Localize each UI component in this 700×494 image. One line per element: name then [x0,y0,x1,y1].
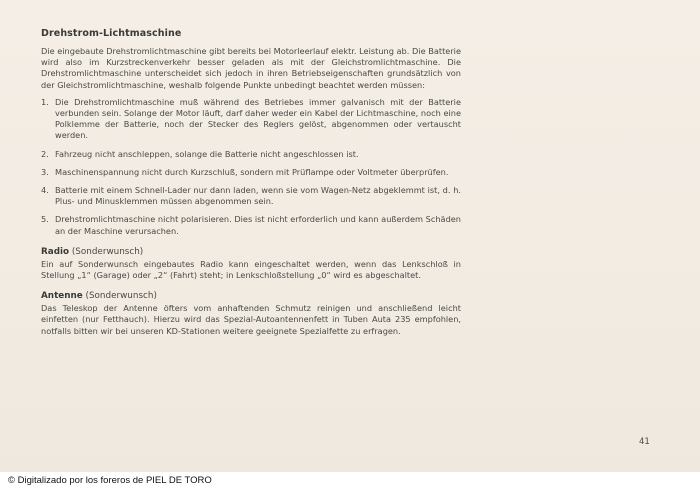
list-item [41,149,461,160]
list-item-number: 2. [41,148,49,159]
footer-credit: © Digitalizado por los foreros de PIEL DE TORO [8,475,212,486]
radio-title: Radio [41,246,70,257]
list-item-number: 1. [41,96,49,107]
list-item-text: Batterie mit einem Schnell-Lader nur dann laden, wenn sie vom Wagen-Netz abgeklemmt ist, d. h. Plus- und Minusklemmen müssen abgenommen sein. [55,185,461,207]
antenne-title: Antenne [41,291,83,302]
section-title-drehstrom: Drehstrom-Lichtmaschine [41,28,182,39]
page-number: 41 [639,437,650,447]
list-item [41,214,461,236]
antenne-heading [41,290,461,302]
radio-paragraph: Ein auf Sonderwunsch eingebautes Radio kann eingeschaltet werden, wenn das Lenkschloß in Stellung „1“ (Garage) oder „2“ (Fahrt) steht; in Lenkschloßstellung „0“ wird es abgeschaltet. [41,258,461,281]
list-item [41,185,461,207]
instruction-list [41,97,461,237]
antenne-note: (Sonderwunsch) [85,291,157,302]
list-item-text: Die Drehstromlichtmaschine muß während des Betriebes immer galvanisch mit der Batterie verbunden sein. Solange der Motor läuft, darf daher weder ein Kabel der Lichtmaschine, noch eine Polklemme der Batterie, noch der Stecker des Reglers gelöst, abgenommen oder vertauscht werden. [55,96,461,141]
list-item-number: 5. [41,214,49,225]
list-item-text: Drehstromlichtmaschine nicht polarisieren. Dies ist nicht erforderlich und kann außerdem Schäden an der Maschine verursachen. [55,214,461,236]
list-item-text: Fahrzeug nicht anschleppen, solange die Batterie nicht angeschlossen ist. [55,148,359,159]
radio-heading [41,246,461,258]
list-item [41,167,461,178]
list-item-number: 3. [41,166,49,177]
list-item-number: 4. [41,185,49,196]
list-item [41,97,461,142]
radio-note: (Sonderwunsch) [71,246,144,257]
page-content [41,28,461,343]
intro-paragraph: Die eingebaute Drehstromlichtmaschine gibt bereits bei Motorleerlauf elektr. Leistung ab. Die Batterie wird also im Kurzstreckenverkehr besser geladen als mit der Gleichstromlichtmaschine. Die Drehstromlichtmaschine unterscheidet sich jedoch in ihren Betriebseigenschaften grundsätzlich von der Gleichstromlichtmaschine, weshalb folgende Punkte unbedingt beachtet werden müssen: [41,46,461,90]
list-item-text: Maschinenspannung nicht durch Kurzschluß, sondern mit Prüflampe oder Voltmeter überprüfen. [55,166,449,177]
antenne-paragraph: Das Teleskop der Antenne öfters vom anhaftenden Schmutz reinigen und anschließend leicht einfetten (nur Fetthauch). Hierzu wird das Spezial-Autoantennenfett in Tuben Auta 235 empfohlen, notfalls bitten wir bei unseren KD-Stationen weitere geeignete Spezialfette zu erfragen. [41,303,461,336]
